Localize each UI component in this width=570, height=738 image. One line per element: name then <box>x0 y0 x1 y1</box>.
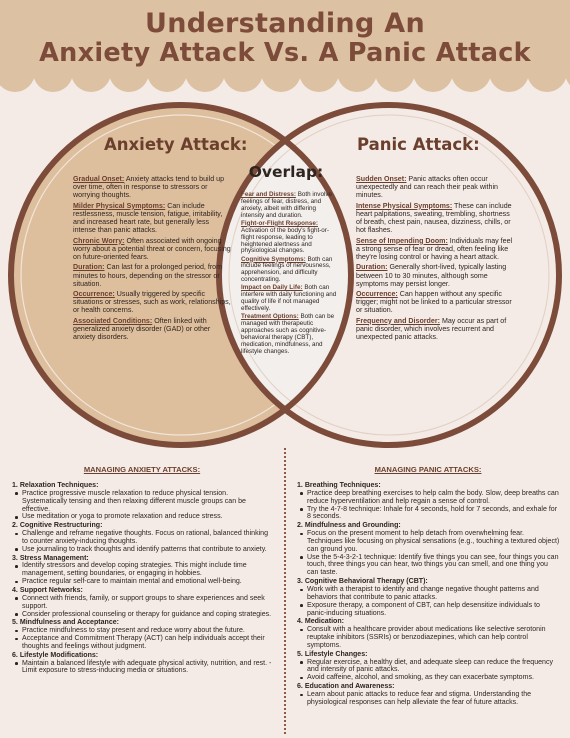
managing-panic-list <box>297 481 561 707</box>
strategy-bullet: Regular exercise, a healthy diet, and adequate sleep can reduce the frequency and intensity of panic attacks. <box>297 659 561 675</box>
overlap-feature: Impact on Daily Life: Both can interfere with daily functioning and quality of life if not managed effectively. <box>241 284 337 313</box>
strategy-bullet: Use journaling to track thoughts and identify patterns that contribute to anxiety. <box>12 546 274 554</box>
panic-feature: Sense of Impending Doom: Individuals may feel a strong sense of fear or dread, often feeling like they're losing control or having a heart attack. <box>356 236 513 262</box>
strategy-bullet: Consider professional counseling or therapy for guidance and coping strategies. <box>12 611 274 619</box>
strategy-heading: 5. Lifestyle Changes: <box>297 650 368 658</box>
strategy-bullet: Maintain a balanced lifestyle with adequate physical activity, nutrition, and rest. - Limit exposure to stress-inducing media or situations. <box>12 660 274 676</box>
strategy-heading: 6. Lifestyle Modifications: <box>12 651 99 659</box>
panic-feature: Intense Physical Symptoms: These can include heart palpitations, sweating, trembling, shortness of breath, chest pain, nausea, dizziness, chills, or hot flashes. <box>356 201 512 235</box>
strategy-bullet: Use the 5-4-3-2-1 technique: Identify five things you can see, four things you can touch, three things you can hear, two things you can smell, and one thing you can taste. <box>297 554 561 578</box>
strategy-bullet: Focus on the present moment to help detach from overwhelming fear. Techniques like focusing on physical sensations (e.g., touching a textured object) can ground you. <box>297 530 561 554</box>
anxiety-features-list <box>73 175 231 343</box>
strategy-bullet: Work with a therapist to identify and change negative thought patterns and behaviors that contribute to panic attacks. <box>297 586 561 602</box>
anxiety-feature: Gradual Onset: Anxiety attacks tend to build up over time, often in response to stressors or worrying thoughts. <box>73 175 225 200</box>
strategy-bullet: Avoid caffeine, alcohol, and smoking, as they can exacerbate symptoms. <box>297 674 561 682</box>
anxiety-attack-title: Anxiety Attack: <box>104 135 248 154</box>
anxiety-feature: Occurrence: Usually triggered by specific situations or stresses, such as work, relationships, or health concerns. <box>73 290 231 315</box>
strategy-bullet: Connect with friends, family, or support groups to share experiences and seek support. <box>12 595 274 611</box>
managing-anxiety-list <box>12 481 274 675</box>
panic-attack-title: Panic Attack: <box>357 135 480 154</box>
strategy-heading: 3. Stress Management: <box>12 554 89 562</box>
panic-feature: Occurrence: Can happen without any specific trigger; might not be linked to a particular stressor or situation. <box>356 290 512 315</box>
strategy-bullet: Identify stressors and develop coping strategies. This might include time management, setting boundaries, or engaging in hobbies. <box>12 562 274 578</box>
strategy-heading: 1. Relaxation Techniques: <box>12 482 99 489</box>
overlap-features-list <box>241 192 339 357</box>
anxiety-feature: Milder Physical Symptoms: Can include restlessness, muscle tension, fatigue, irritability, and increased heart rate, but generally less intense than panic attacks. <box>73 201 223 235</box>
page-title-line-1: Understanding An <box>145 8 425 39</box>
strategy-heading: 1. Breathing Techniques: <box>297 482 381 489</box>
anxiety-feature: Associated Conditions: Often linked with generalized anxiety disorder (GAD) or other anxiety disorders. <box>73 316 211 342</box>
overlap-feature: Fight-or-Flight Response: Activation of the body's fight-or-flight response, leading to heightened alertness and physiological changes. <box>241 219 330 255</box>
panic-feature: Frequency and Disorder: May occur as part of panic disorder, which involves recurrent and unexpected panic attacks. <box>356 316 507 342</box>
anxiety-feature: Duration: Can last for a prolonged period, from minutes to hours, depending on the stressor or situation. <box>73 263 223 288</box>
strategy-bullet: Consult with a healthcare provider about medications like selective serotonin reuptake inhibitors (SSRIs) or benzodiazepines, which can help control symptoms. <box>297 626 561 650</box>
overlap-feature: Cognitive Symptoms: Both can include feelings of nervousness, apprehension, and difficulty concentrating. <box>241 255 333 284</box>
strategy-heading: 4. Support Networks: <box>12 586 83 594</box>
strategy-heading: 2. Cognitive Restructuring: <box>12 522 103 530</box>
strategy-bullet: Learn about panic attacks to reduce fear and stigma. Understanding the physiological responses can help alleviate the fear of future attacks. <box>297 691 561 707</box>
strategy-bullet: Practice progressive muscle relaxation to reduce physical tension. Systematically tensing and then relaxing different muscle groups can be effective. <box>12 490 274 514</box>
page-title-line-2: Anxiety Attack Vs. A Panic Attack <box>39 38 531 68</box>
overlap-feature: Fear and Distress: Both involve feelings of fear, distress, and anxiety, albeit with differing intensity and duration. <box>241 191 333 219</box>
managing-anxiety-heading: MANAGING ANXIETY ATTACKS: <box>83 465 201 474</box>
panic-feature: Duration: Generally short-lived, typically lasting between 10 to 30 minutes, although some symptoms may persist longer. <box>356 263 507 288</box>
panic-feature: Sudden Onset: Panic attacks often occur unexpectedly and can reach their peak within minutes. <box>356 175 498 200</box>
strategy-heading: 4. Medication: <box>297 618 344 626</box>
strategy-bullet: Practice mindfulness to stay present and reduce worry about the future. <box>12 627 274 635</box>
overlap-title: Overlap: <box>248 163 324 181</box>
strategy-heading: 3. Cognitive Behavioral Therapy (CBT): <box>297 578 428 586</box>
strategy-heading: 5. Mindfulness and Acceptance: <box>12 619 120 627</box>
strategy-bullet: Use meditation or yoga to promote relaxation and reduce stress. <box>12 513 274 521</box>
anxiety-feature: Chronic Worry: Often associated with ongoing worry about a potential threat or concern, focusing on future-oriented fears. <box>73 236 231 262</box>
strategy-bullet: Try the 4-7-8 technique: Inhale for 4 seconds, hold for 7 seconds, and exhale for 8 seconds. <box>297 506 561 522</box>
strategy-bullet: Challenge and reframe negative thoughts. Focus on rational, balanced thinking to counter anxiety-inducing thoughts. <box>12 530 274 546</box>
overlap-feature: Treatment Options: Both can be managed with therapeutic approaches such as cognitive-behavioral therapy (CBT), medication, mindfulness, and lifestyle changes. <box>241 313 335 355</box>
strategy-bullet: Acceptance and Commitment Therapy (ACT) can help individuals accept their thoughts and feelings without judgment. <box>12 635 274 651</box>
strategy-heading: 2. Mindfulness and Grounding: <box>297 522 401 530</box>
strategy-bullet: Exposure therapy, a component of CBT, can help desensitize individuals to panic-inducing situations. <box>297 602 561 618</box>
strategy-bullet: Practice deep breathing exercises to help calm the body. Slow, deep breaths can reduce hyperventilation and help regain a sense of control. <box>297 490 561 506</box>
managing-panic-heading: MANAGING PANIC ATTACKS: <box>374 465 482 474</box>
strategy-bullet: Practice regular self-care to maintain mental and emotional well-being. <box>12 578 274 586</box>
section-divider <box>284 448 286 734</box>
panic-features-list <box>356 175 514 343</box>
strategy-heading: 6. Education and Awareness: <box>297 683 395 691</box>
